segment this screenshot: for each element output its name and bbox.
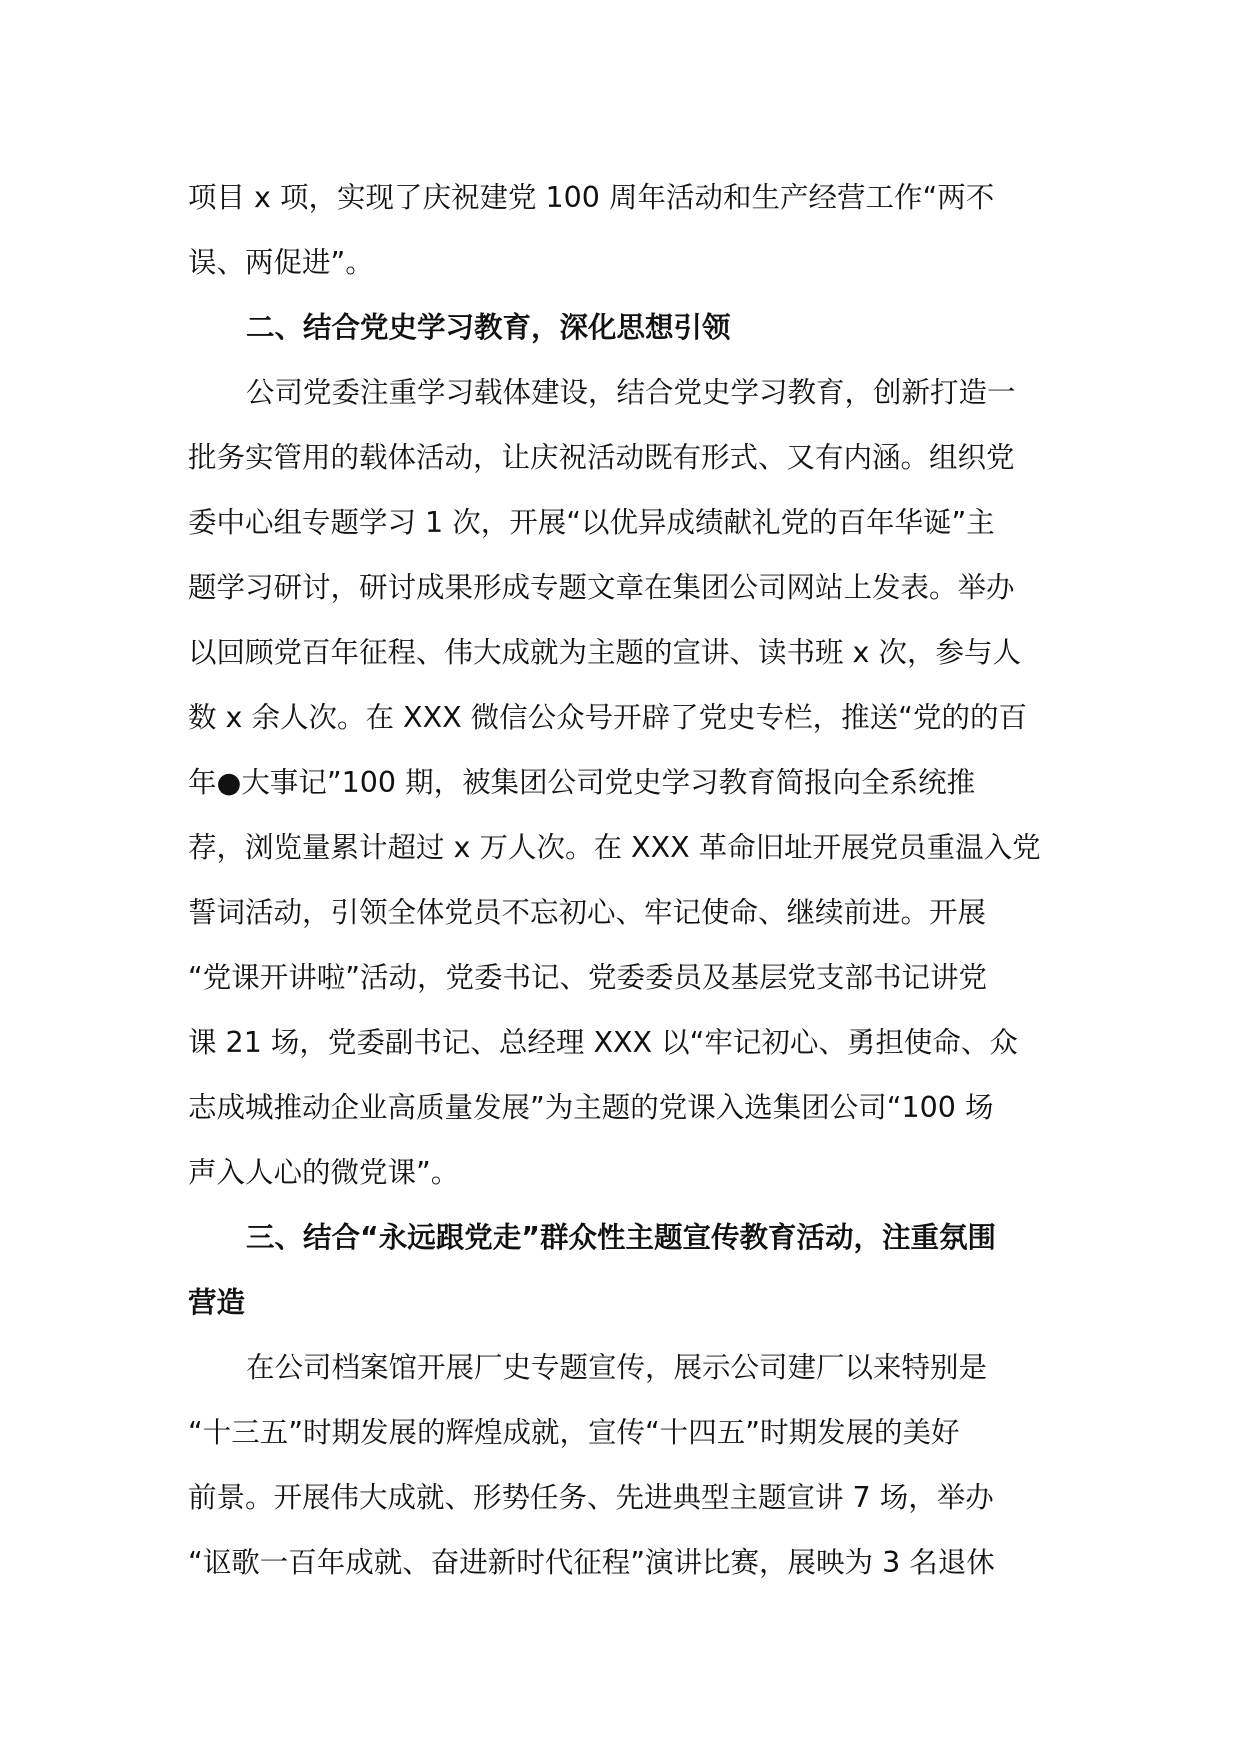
paragraph-line: 项目 x 项，实现了庆祝建党 100 周年活动和生产经营工作“两不 — [188, 181, 995, 214]
paragraph-line: 在公司档案馆开展厂史专题宣传，展示公司建厂以来特别是 — [246, 1351, 988, 1384]
paragraph-line: 声入人心的微党课”。 — [188, 1156, 460, 1189]
paragraph-line: 以回顾党百年征程、伟大成就为主题的宣讲、读书班 x 次，参与人 — [188, 636, 1021, 669]
paragraph-line: 题学习研讨，研讨成果形成专题文章在集团公司网站上发表。举办 — [188, 571, 1015, 604]
paragraph-line: 前景。开展伟大成就、形势任务、先进典型主题宣讲 7 场，举办 — [188, 1481, 994, 1514]
paragraph-line: “十三五”时期发展的辉煌成就，宣传“十四五”时期发展的美好 — [188, 1416, 960, 1449]
paragraph-line: 誓词活动，引领全体党员不忘初心、牢记使命、继续前进。开展 — [188, 896, 987, 929]
paragraph-line: 数 x 余人次。在 XXX 微信公众号开辟了党史专栏，推送“党的的百 — [188, 701, 1027, 734]
paragraph-line: 委中心组专题学习 1 次，开展“以优异成绩献礼党的百年华诞”主 — [188, 506, 995, 539]
paragraph-line: 课 21 场，党委副书记、总经理 XXX 以“牢记初心、勇担使命、众 — [188, 1026, 1018, 1059]
paragraph-line: “党课开讲啦”活动，党委书记、党委委员及基层党支部书记讲党 — [188, 961, 988, 994]
section-heading-line: 三、结合“永远跟党走”群众性主题宣传教育活动，注重氛围 — [246, 1221, 996, 1254]
paragraph-line: 批务实管用的载体活动，让庆祝活动既有形式、又有内涵。组织党 — [188, 441, 1015, 474]
paragraph-line: 荐，浏览量累计超过 x 万人次。在 XXX 革命旧址开展党员重温入党 — [188, 831, 1041, 864]
document-body — [188, 165, 1058, 1595]
paragraph-line: 误、两促进”。 — [188, 246, 374, 279]
paragraph-line: 年●大事记”100 期，被集团公司党史学习教育简报向全系统推 — [188, 766, 976, 799]
paragraph-line: “讴歌一百年成就、奋进新时代征程”演讲比赛，展映为 3 名退休 — [188, 1546, 995, 1579]
paragraph-line: 志成城推动企业高质量发展”为主题的党课入选集团公司“100 场 — [188, 1091, 994, 1124]
section-heading-line: 营造 — [188, 1286, 246, 1319]
section-heading-line: 二、结合党史学习教育，深化思想引领 — [246, 311, 731, 344]
paragraph-line: 公司党委注重学习载体建设，结合党史学习教育，创新打造一 — [246, 376, 1016, 409]
